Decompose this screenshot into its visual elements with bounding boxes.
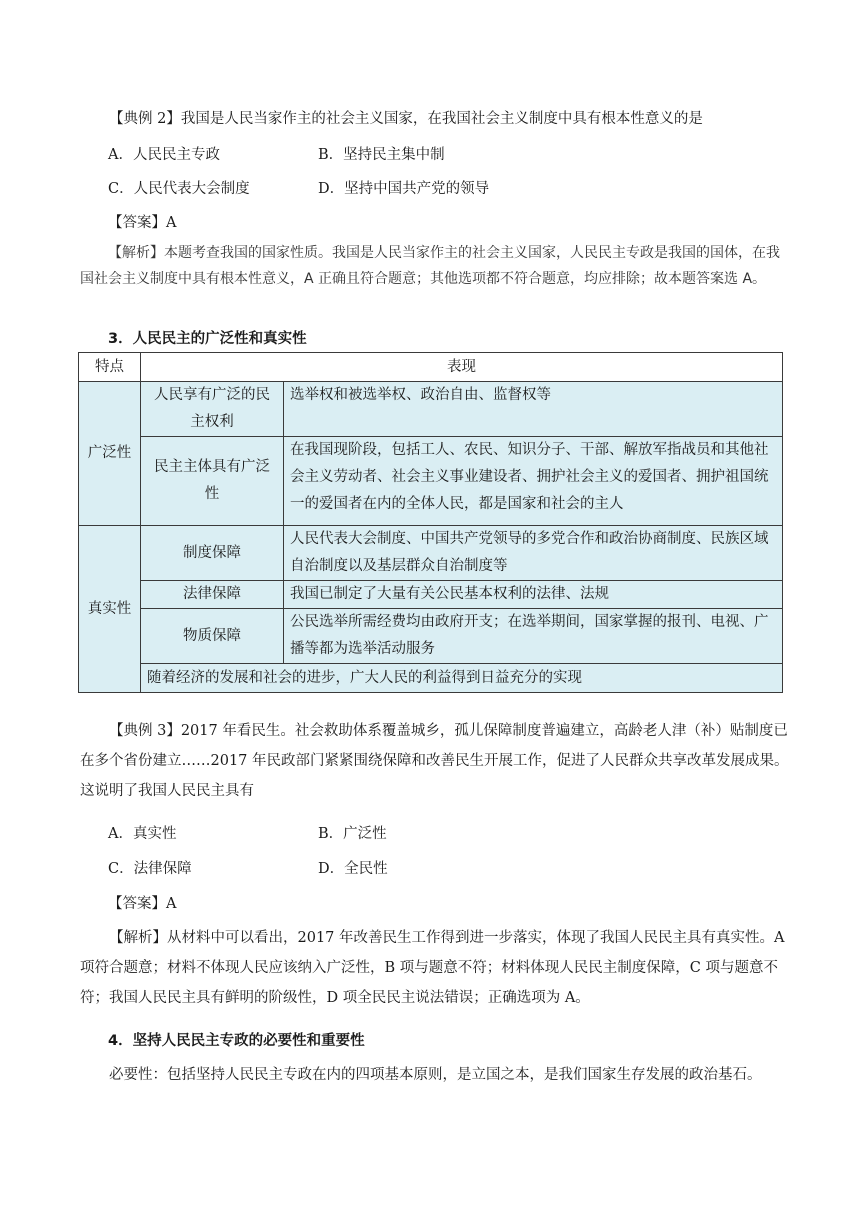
feature-guangfan: 广泛性	[79, 382, 141, 526]
header-expression: 表现	[141, 353, 783, 382]
row2-subcategory: 民主主体具有广泛性	[141, 437, 284, 526]
row6-text: 随着经济的发展和社会的进步，广大人民的利益得到日益充分的实现	[141, 664, 783, 693]
example3-stem: 【典例 3】2017 年看民生。社会救助体系覆盖城乡，孤儿保障制度普遍建立，高龄老人津（补）贴制度已在多个省份建立……2017 年民政部门紧紧围绕保障和改善民生开展工作，促进了人民群众共享改革发展成果。这说明了我国人民民主具有	[80, 723, 789, 799]
row1-subcategory: 人民享有广泛的民主权利	[141, 382, 284, 437]
example2-option-d: D．坚持中国共产党的领导	[318, 181, 490, 197]
example3-option-d: D．全民性	[318, 861, 388, 877]
example3-analysis: 【解析】从材料中可以看出，2017 年改善民生工作得到进一步落实，体现了我国人民民主具有真实性。A 项符合题意；材料不体现人民应该纳入广泛性，B 项与题意不符；材料体现人民民主制度保障，C 项与题意不符；我国人民民主具有鲜明的阶级性，D 项全民民主说法错误；正确选项为 A。	[80, 930, 785, 1006]
example2-analysis: 【解析】本题考查我国的国家性质。我国是人民当家作主的社会主义国家，人民民主专政是我国的国体，在我国社会主义制度中具有根本性意义，A 正确且符合题意；其他选项都不符合题意，均应排除；故本题答案选 A。	[80, 245, 780, 287]
example2-stem: 【典例 2】我国是人民当家作主的社会主义国家，在我国社会主义制度中具有根本性意义的是	[109, 111, 703, 127]
row5-subcategory: 物质保障	[141, 609, 284, 664]
democracy-table	[78, 352, 783, 693]
section4-text: 必要性：包括坚持人民民主专政在内的四项基本原则，是立国之本，是我们国家生存发展的政治基石。	[109, 1067, 762, 1083]
row3-subcategory: 制度保障	[141, 526, 284, 581]
row4-text: 我国已制定了大量有关公民基本权利的法律、法规	[284, 581, 783, 609]
example3-option-a: A．真实性	[108, 826, 177, 842]
example3-answer: 【答案】A	[108, 896, 177, 912]
example2-option-b: B．坚持民主集中制	[318, 147, 445, 163]
header-feature: 特点	[79, 353, 141, 382]
example2-option-a: A．人民民主专政	[108, 147, 220, 163]
row5-text: 公民选举所需经费均由政府开支；在选举期间，国家掌握的报刊、电视、广播等都为选举活动服务	[284, 609, 783, 664]
row2-text: 在我国现阶段，包括工人、农民、知识分子、干部、解放军指战员和其他社会主义劳动者、社会主义事业建设者、拥护社会主义的爱国者、拥护祖国统一的爱国者在内的全体人民，都是国家和社会的主人	[284, 437, 783, 526]
row4-subcategory: 法律保障	[141, 581, 284, 609]
row1-text: 选举权和被选举权、政治自由、监督权等	[284, 382, 783, 437]
section4-title: 4．坚持人民民主专政的必要性和重要性	[108, 1033, 365, 1049]
feature-zhenshi: 真实性	[79, 526, 141, 693]
example2-option-c: C．人民代表大会制度	[108, 181, 250, 197]
row3-text: 人民代表大会制度、中国共产党领导的多党合作和政治协商制度、民族区域自治制度以及基层群众自治制度等	[284, 526, 783, 581]
example2-answer: 【答案】A	[108, 215, 177, 231]
example3-option-b: B．广泛性	[318, 826, 387, 842]
example3-option-c: C．法律保障	[108, 861, 192, 877]
section3-title: 3．人民民主的广泛性和真实性	[108, 331, 307, 347]
